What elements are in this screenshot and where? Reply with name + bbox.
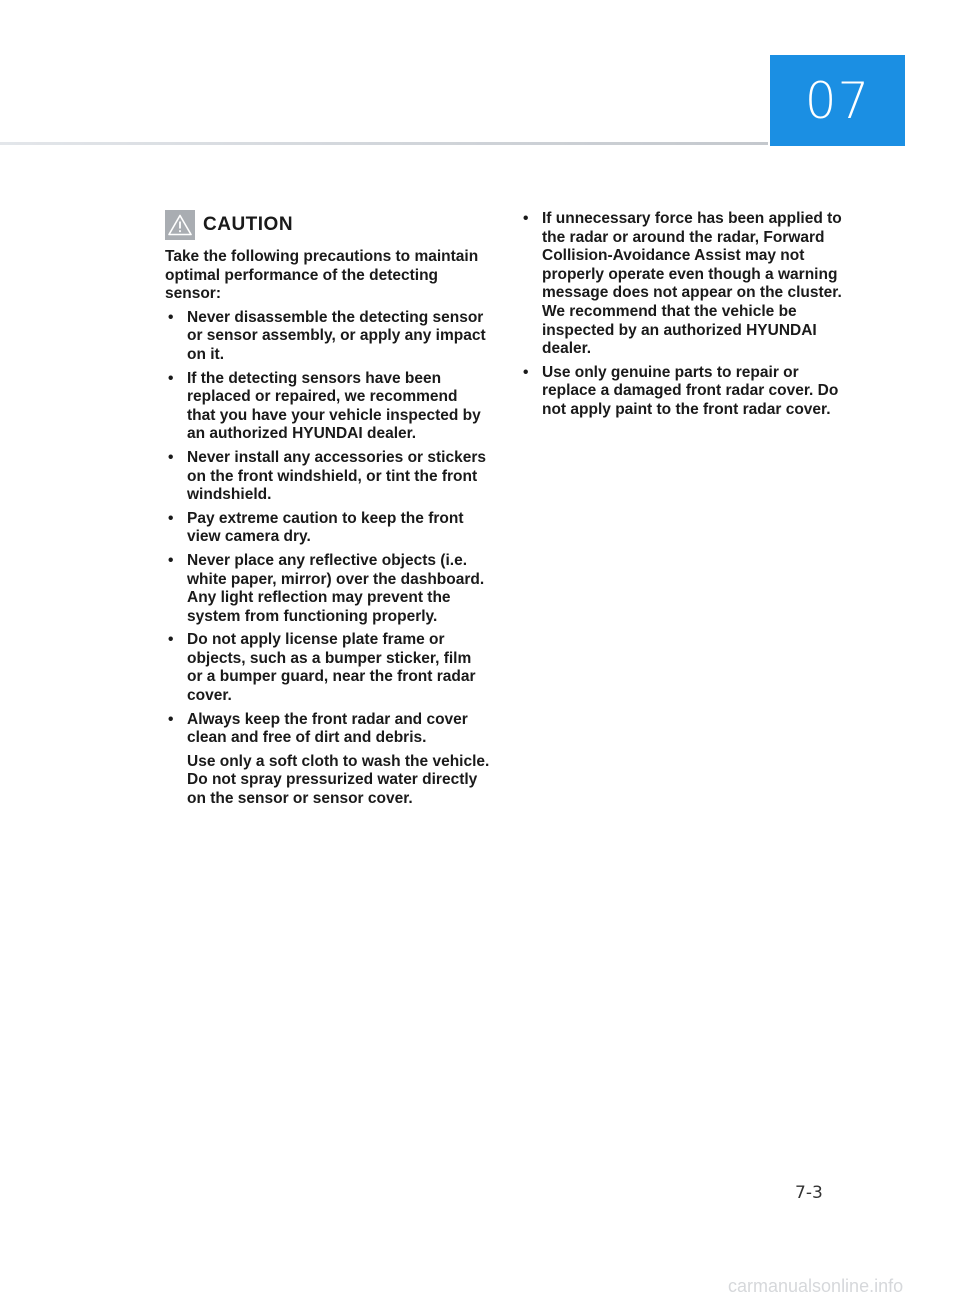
header-rule: [0, 142, 768, 145]
list-item: • Never place any reflective objects (i.e. white paper, mirror) over the dashboard. Any light reflection may prevent the system from functioning properly.: [165, 552, 490, 626]
list-item: • Never install any accessories or stickers on the front windshield, or tint the front windshield.: [165, 449, 490, 505]
page-number: 7-3: [795, 1183, 823, 1203]
watermark-text: carmanualsonline.info: [728, 1276, 904, 1296]
list-item: • Do not apply license plate frame or objects, such as a bumper sticker, film or a bumper guard, near the front radar cover.: [165, 631, 490, 705]
left-bullet-list: [165, 309, 490, 809]
list-item: • Pay extreme caution to keep the front view camera dry.: [165, 510, 490, 547]
chapter-tab: [770, 55, 905, 146]
caution-title: CAUTION: [203, 213, 294, 235]
warning-triangle-icon: [165, 210, 195, 240]
list-item: • Never disassemble the detecting sensor or sensor assembly, or apply any impact on it.: [165, 309, 490, 365]
right-bullet-list: [520, 210, 845, 420]
list-item-note: Use only a soft cloth to wash the vehicle. Do not spray pressurized water directly on the sensor or sensor cover.: [187, 752, 490, 808]
list-item: • Use only genuine parts to repair or replace a damaged front radar cover. Do not apply paint to the front radar cover.: [520, 364, 845, 420]
list-item: • If the detecting sensors have been replaced or repaired, we recommend that you have your vehicle inspected by an authorized HYUNDAI dealer.: [165, 370, 490, 444]
right-column: [520, 210, 845, 425]
list-item: • Always keep the front radar and cover clean and free of dirt and debris. Use only a soft cloth to wash the vehicle. Do not spray pressurized water directly on the sensor or sensor cover.: [165, 711, 490, 809]
list-item: • If unnecessary force has been applied to the radar or around the radar, Forward Collision-Avoidance Assist may not properly operate even though a warning message does not appear on the cluster. We recommend that the vehicle be inspected by an authorized HYUNDAI dealer.: [520, 210, 845, 359]
chapter-number: 07: [804, 71, 871, 130]
caution-heading: [165, 210, 490, 240]
left-column: [165, 210, 490, 814]
caution-intro: Take the following precautions to maintain optimal performance of the detecting sensor:: [165, 248, 479, 303]
